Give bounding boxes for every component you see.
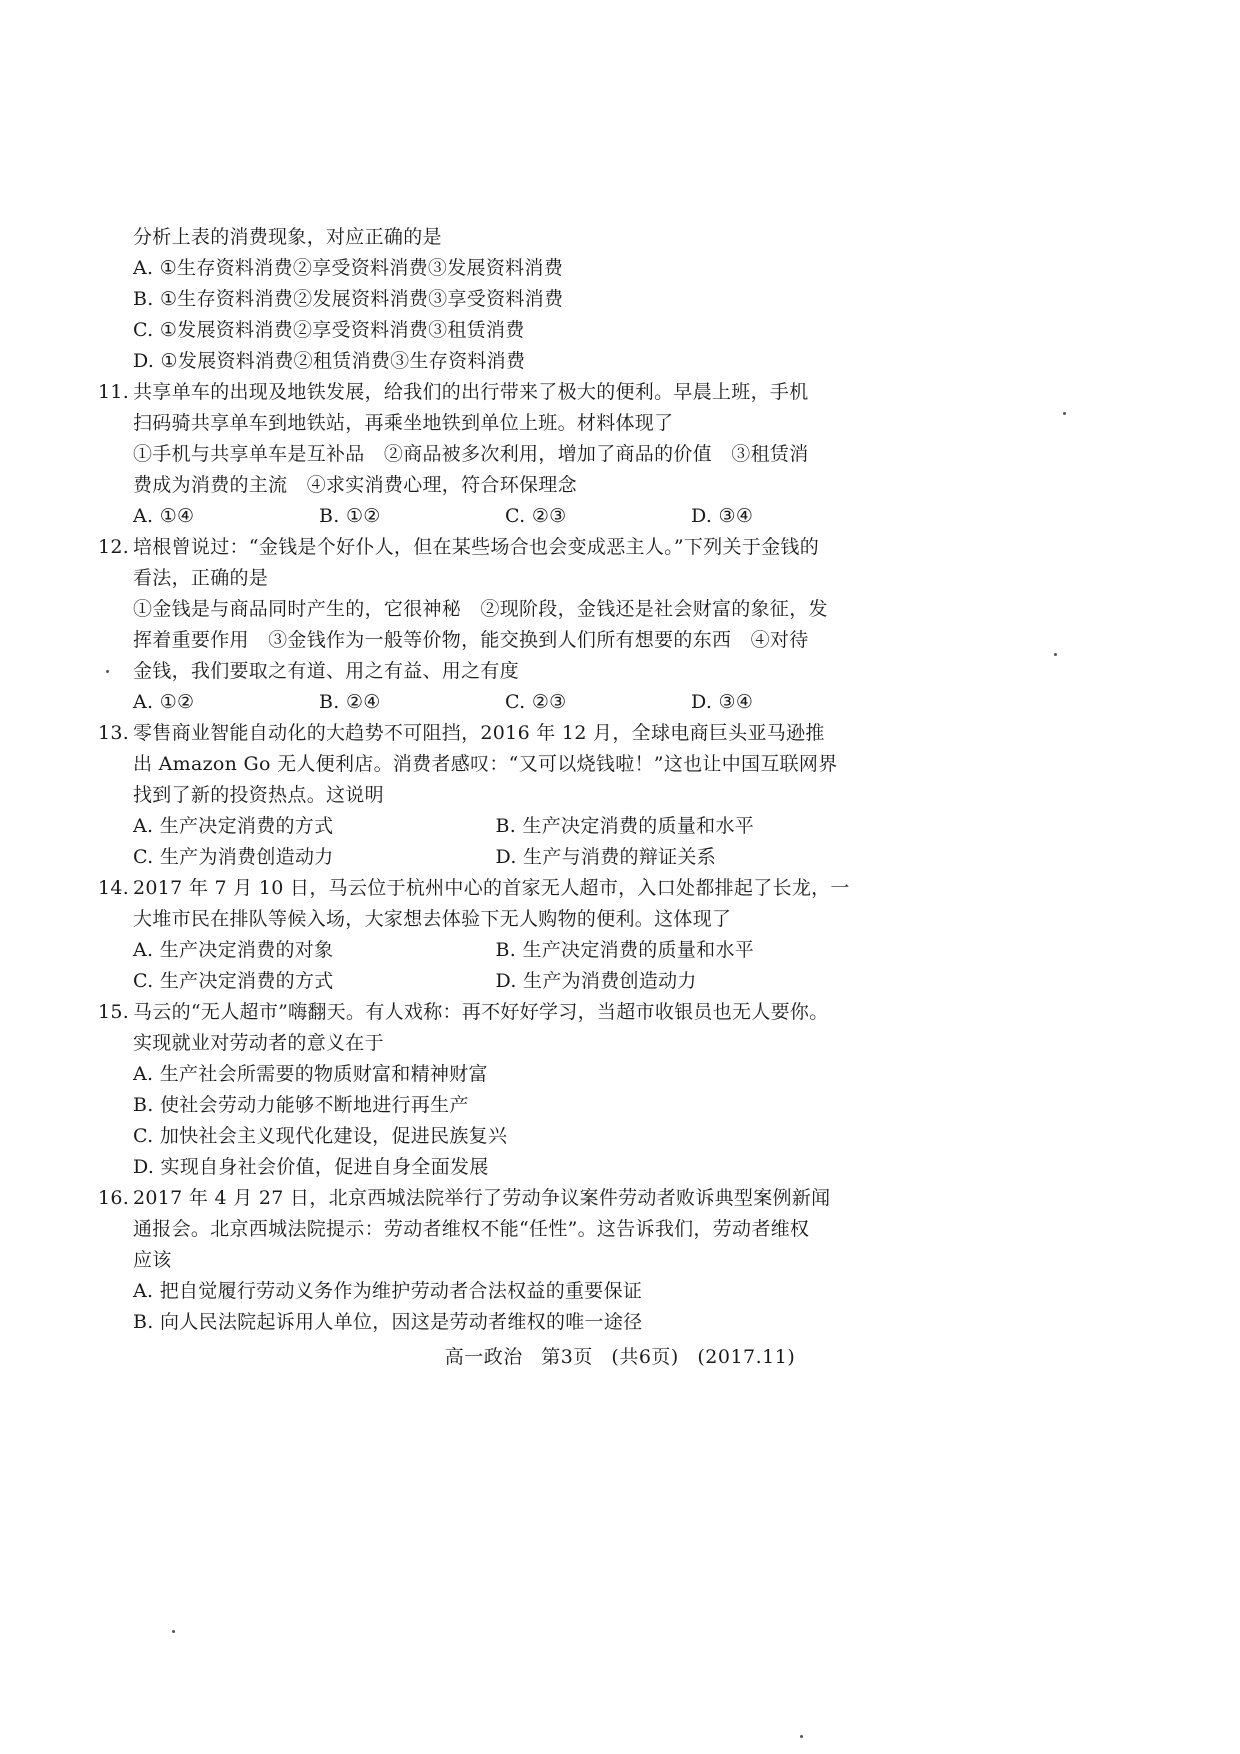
question-line: ①手机与共享单车是互补品 ②商品被多次利用，增加了商品的价值 ③租赁消	[133, 443, 809, 465]
option-a: A. ①④	[133, 505, 195, 527]
options-row	[98, 811, 858, 842]
options-row	[98, 842, 858, 873]
question-13	[98, 718, 858, 873]
option-d: D. 生产与消费的辩证关系	[495, 846, 717, 868]
option-c: C. 生产为消费创造动力	[133, 846, 334, 868]
exam-content	[98, 222, 858, 1338]
scan-speck	[800, 1735, 803, 1738]
footer-page-total: (共6页)	[611, 1346, 679, 1368]
option-b: B. 生产决定消费的质量和水平	[495, 815, 755, 837]
footer-subject: 高一政治	[444, 1346, 523, 1368]
option-b: B. ①生存资料消费②发展资料消费③享受资料消费	[133, 288, 564, 310]
question-16	[98, 1183, 858, 1338]
option-a: A. 生产决定消费的方式	[133, 815, 334, 837]
option-a: A. 生产决定消费的对象	[133, 939, 334, 961]
option-c: C. ①发展资料消费②享受资料消费③租赁消费	[133, 319, 525, 341]
option-d: D. 实现自身社会价值，促进自身全面发展	[133, 1156, 489, 1178]
question-number: 15.	[98, 1001, 130, 1023]
option-b: B. 向人民法院起诉用人单位，因这是劳动者维权的唯一途径	[133, 1311, 643, 1333]
question-line: 金钱，我们要取之有道、用之有益、用之有度	[133, 660, 520, 682]
question-line: 2017 年 4 月 27 日，北京西城法院举行了劳动争议案件劳动者败诉典型案例新闻	[133, 1187, 831, 1209]
scan-speck	[172, 1630, 175, 1633]
question-line: 出 Amazon Go 无人便利店。消费者感叹：“又可以烧钱啦！”这也让中国互联网界	[133, 753, 838, 775]
question-number: 14.	[98, 877, 130, 899]
question-stem: 分析上表的消费现象，对应正确的是	[133, 226, 442, 248]
question-12	[98, 532, 858, 718]
option-c: C. 生产决定消费的方式	[133, 970, 334, 992]
option-d: D. ③④	[691, 691, 754, 713]
page-footer	[0, 1342, 1240, 1369]
question-line: 实现就业对劳动者的意义在于	[133, 1032, 384, 1054]
question-number: 11.	[98, 381, 130, 403]
option-d: D. ③④	[691, 505, 754, 527]
question-line: 大堆市民在排队等候入场，大家想去体验下无人购物的便利。这体现了	[133, 908, 732, 930]
question-line: 找到了新的投资热点。这说明	[133, 784, 384, 806]
question-line: 共享单车的出现及地铁发展，给我们的出行带来了极大的便利。早晨上班，手机	[133, 381, 809, 403]
footer-page-number: 第3页	[541, 1346, 593, 1368]
question-number: 12.	[98, 536, 130, 558]
question-line: 通报会。北京西城法院提示：劳动者维权不能“任性”。这告诉我们，劳动者维权	[133, 1218, 810, 1240]
option-a: A. 生产社会所需要的物质财富和精神财富	[133, 1063, 488, 1085]
question-14	[98, 873, 858, 997]
scan-speck	[106, 670, 109, 673]
option-b: B. ①②	[319, 505, 381, 527]
option-d: D. 生产为消费创造动力	[495, 970, 697, 992]
question-line: 零售商业智能自动化的大趋势不可阻挡，2016 年 12 月，全球电商巨头亚马逊推	[133, 722, 825, 744]
question-line: 应该	[133, 1249, 172, 1271]
question-line: 费成为消费的主流 ④求实消费心理，符合环保理念	[133, 474, 577, 496]
question-line: 看法，正确的是	[133, 567, 269, 589]
question-11	[98, 377, 858, 532]
question-line: ①金钱是与商品同时产生的，它很神秘 ②现阶段，金钱还是社会财富的象征，发	[133, 598, 828, 620]
question-line: 2017 年 7 月 10 日，马云位于杭州中心的首家无人超市，入口处都排起了长龙，一	[133, 877, 850, 899]
options-row	[98, 501, 858, 532]
scan-speck	[1063, 412, 1066, 415]
option-d: D. ①发展资料消费②租赁消费③生存资料消费	[133, 350, 526, 372]
question-number: 13.	[98, 722, 130, 744]
option-b: B. 生产决定消费的质量和水平	[495, 939, 755, 961]
question-line: 挥着重要作用 ③金钱作为一般等价物，能交换到人们所有想要的东西 ④对待	[133, 629, 809, 651]
option-c: C. 加快社会主义现代化建设，促进民族复兴	[133, 1125, 508, 1147]
option-c: C. ②③	[505, 505, 567, 527]
options-row	[98, 935, 858, 966]
option-b: B. ②④	[319, 691, 381, 713]
question-line: 马云的“无人超市”嗨翻天。有人戏称：再不好好学习，当超市收银员也无人要你。	[133, 1001, 829, 1023]
option-a: A. ①②	[133, 691, 195, 713]
question-number: 16.	[98, 1187, 130, 1209]
question-line: 扫码骑共享单车到地铁站，再乘坐地铁到单位上班。材料体现了	[133, 412, 674, 434]
question-10	[98, 222, 858, 377]
option-c: C. ②③	[505, 691, 567, 713]
option-a: A. 把自觉履行劳动义务作为维护劳动者合法权益的重要保证	[133, 1280, 643, 1302]
question-15	[98, 997, 858, 1183]
option-b: B. 使社会劳动力能够不断地进行再生产	[133, 1094, 469, 1116]
scan-speck	[1054, 653, 1057, 656]
question-line: 培根曾说过：“金钱是个好仆人，但在某些场合也会变成恶主人。”下列关于金钱的	[133, 536, 820, 558]
footer-date: (2017.11)	[697, 1346, 796, 1368]
options-row	[98, 966, 858, 997]
option-a: A. ①生存资料消费②享受资料消费③发展资料消费	[133, 257, 564, 279]
options-row	[98, 687, 858, 718]
